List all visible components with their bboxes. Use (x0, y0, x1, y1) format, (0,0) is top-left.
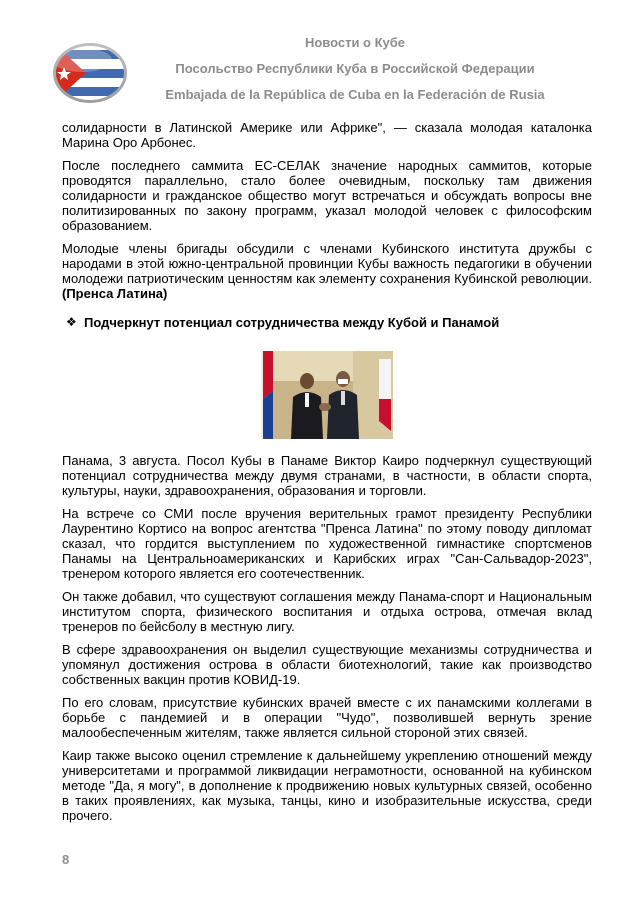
paragraph-text: Молодые члены бригады обсудили с членами Кубинского института дружбы с народами в этой южно-центральной провинции Кубы важность педагогики в обучении молодежи патриотическим ценностям как элементу сохранения Кубинской революции. (62, 241, 592, 286)
paragraph (62, 241, 592, 301)
paragraph: Каир также высоко оценил стремление к дальнейшему укреплению отношений между университетами и программой ликвидации неграмотности, основанной на кубинском методе "Да, я могу", в дополнение к продвижению новых культурных связей, особенно в таких проявлениях, как музыка, танцы, кино и изобразительные искусства, среди прочего. (62, 748, 592, 823)
header-embassy-es: Embajada de la República de Cuba en la Federación de Rusia (165, 87, 545, 102)
paragraph: После последнего саммита ЕС-СЕЛАК значение народных саммитов, которые проводятся параллельно, стало более очевидным, поскольку там движения солидарности и гражданское общество могут встречаться и обсуждать вопросы вне политизированных по закону программ, указал молодой человек с философским образованием. (62, 158, 592, 233)
paragraph: Он также добавил, что существуют соглашения между Панама-спорт и Национальным институтом спорта, физического воспитания и отдыха острова, отмечая вклад тренеров по бейсболу в местную лигу. (62, 589, 592, 634)
page-number: 8 (62, 852, 70, 867)
diamond-bullet-icon: ❖ (66, 315, 77, 329)
page-header (0, 0, 636, 110)
article-heading (62, 315, 592, 330)
cuba-flag-logo-icon (52, 42, 128, 104)
paragraph: По его словам, присутствие кубинских врачей вместе с их панамскими коллегами в борьбе с пандемией и в операции "Чудо", позволившей вернуть зрение малообеспеченным жителям, также является сильной стороной этих связей. (62, 695, 592, 740)
source-label: (Пренса Латина) (62, 286, 168, 301)
paragraph: На встрече со СМИ после вручения верительных грамот президенту Республики Лаурентино Кортисо на вопрос агентства "Пренса Латина" по этому поводу дипломат сказал, что гордится выступлением по художественной гимнастике спортсменов Панамы на Центральноамериканских и Карибских играх "Сан-Сальвадор-2023", тренером которого является его соотечественник. (62, 506, 592, 581)
paragraph: солидарности в Латинской Америке или Африке", — сказала молодая каталонка Марина Оро Арбонес. (62, 120, 592, 150)
paragraph: В сфере здравоохранения он выделил существующие механизмы сотрудничества и упомянул достижения острова в области биотехнологий, такие как производство собственных вакцин против КОВИД-19. (62, 642, 592, 687)
article-heading-text: Подчеркнут потенциал сотрудничества между Кубой и Панамой (84, 315, 500, 330)
article-photo (261, 351, 393, 439)
header-title: Новости о Кубе (304, 35, 406, 50)
page-content (62, 120, 592, 831)
paragraph: Панама, 3 августа. Посол Кубы в Панаме Виктор Каиро подчеркнул существующий потенциал сотрудничества между двумя странами, в частности, в области спорта, культуры, науки, здравоохранения, образования и торговли. (62, 453, 592, 498)
header-embassy-ru: Посольство Республики Куба в Российской Федерации (175, 61, 535, 76)
